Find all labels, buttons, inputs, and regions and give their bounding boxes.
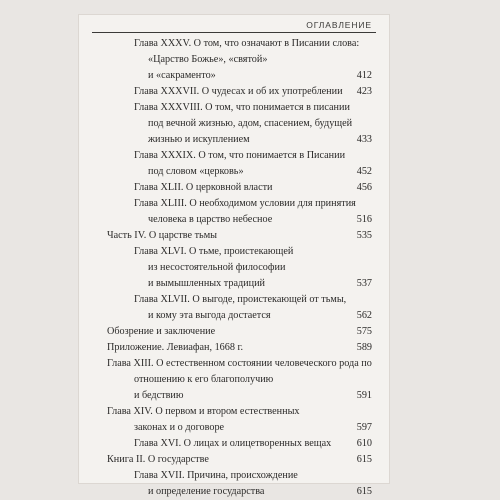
toc-line (78, 452, 372, 468)
toc-line (78, 164, 372, 180)
book-page (78, 14, 390, 497)
toc-entry-text: Глава XLVI. О тьме, проистекающей (134, 246, 294, 257)
toc-page-number: 456 (356, 182, 372, 193)
toc-line (78, 228, 372, 244)
toc-line (78, 132, 372, 148)
toc-page-number: 423 (356, 86, 372, 97)
toc-entry-text: и кому эта выгода достается (148, 310, 271, 321)
toc-line (78, 260, 372, 276)
toc-entry-text: Глава XLIII. О необходимом условии для принятия (134, 198, 356, 209)
toc-line (78, 420, 372, 436)
toc-line (78, 276, 372, 292)
toc-page-number: 610 (356, 438, 372, 449)
table-of-contents (78, 36, 390, 497)
toc-line (78, 84, 372, 100)
toc-page-number: 516 (356, 214, 372, 225)
toc-entry-text: из несостоятельной философии (148, 262, 286, 273)
toc-entry-text: Глава XXXV. О том, что означают в Писании слова: (134, 38, 360, 49)
toc-entry-text: Глава XLVII. О выгоде, проистекающей от тьмы, (134, 294, 347, 305)
toc-entry-text: Глава XLII. О церковной власти (134, 182, 273, 193)
toc-entry-text: «Царство Божье», «святой» (148, 54, 268, 65)
toc-line (78, 324, 372, 340)
toc-entry-text: и вымышленных традиций (148, 278, 265, 289)
toc-line (78, 388, 372, 404)
toc-entry-text: под словом «церковь» (148, 166, 244, 177)
toc-entry-text: Обозрение и заключение (107, 326, 216, 337)
toc-line (78, 372, 372, 388)
toc-line (78, 52, 372, 68)
toc-entry-text: Часть IV. О царстве тьмы (107, 230, 217, 241)
toc-entry-text: Приложение. Левиафан, 1668 г. (107, 342, 244, 353)
toc-entry-text: Глава XXXIX. О том, что понимается в Писании (134, 150, 346, 161)
toc-line (78, 116, 372, 132)
toc-line (78, 180, 372, 196)
header-rule (92, 32, 376, 33)
toc-entry-text: под вечной жизнью, адом, спасением, будущей (148, 118, 353, 129)
toc-entry-text: законах и о договоре (134, 422, 225, 433)
toc-page-number: 452 (356, 166, 372, 177)
toc-entry-text: Глава XIII. О естественном состоянии человеческого рода по (107, 358, 372, 369)
toc-page-number: 589 (356, 342, 372, 353)
toc-line (78, 244, 372, 260)
toc-line (78, 404, 372, 420)
toc-entry-text: человека в царство небесное (148, 214, 273, 225)
toc-page-number: 597 (356, 422, 372, 433)
toc-entry-text: Книга II. О государстве (107, 454, 209, 465)
toc-line (78, 340, 372, 356)
running-header: ОГЛАВЛЕНИЕ (306, 20, 372, 30)
toc-entry-text: Глава XXXVII. О чудесах и об их употреблении (134, 86, 343, 97)
toc-page-number: 591 (356, 390, 372, 401)
toc-page-number: 615 (356, 454, 372, 465)
toc-entry-text: Глава XVII. Причина, происхождение (134, 470, 298, 481)
toc-entry-text: и бедствию (134, 390, 184, 401)
toc-line (78, 36, 372, 52)
toc-line (78, 436, 372, 452)
toc-line (78, 356, 372, 372)
toc-line (78, 484, 372, 500)
toc-entry-text: отношению к его благополучию (134, 374, 274, 385)
toc-line (78, 148, 372, 164)
toc-line (78, 196, 372, 212)
toc-line (78, 100, 372, 116)
toc-page-number: 575 (356, 326, 372, 337)
toc-page-number: 562 (356, 310, 372, 321)
toc-page-number: 535 (356, 230, 372, 241)
toc-page-number: 537 (356, 278, 372, 289)
toc-page-number: 412 (356, 70, 372, 81)
toc-page-number: 433 (356, 134, 372, 145)
toc-line (78, 292, 372, 308)
toc-line (78, 308, 372, 324)
toc-entry-text: Глава XIV. О первом и втором естественных (107, 406, 300, 417)
toc-page-number: 615 (356, 486, 372, 497)
toc-entry-text: Глава XXXVIII. О том, что понимается в писании (134, 102, 350, 113)
toc-entry-text: и определение государства (148, 486, 265, 497)
toc-entry-text: и «сакраменто» (148, 70, 216, 81)
toc-entry-text: Глава XVI. О лицах и олицетворенных вещах (134, 438, 332, 449)
toc-line (78, 468, 372, 484)
toc-line (78, 212, 372, 228)
toc-line (78, 68, 372, 84)
toc-entry-text: жизнью и искуплением (148, 134, 250, 145)
